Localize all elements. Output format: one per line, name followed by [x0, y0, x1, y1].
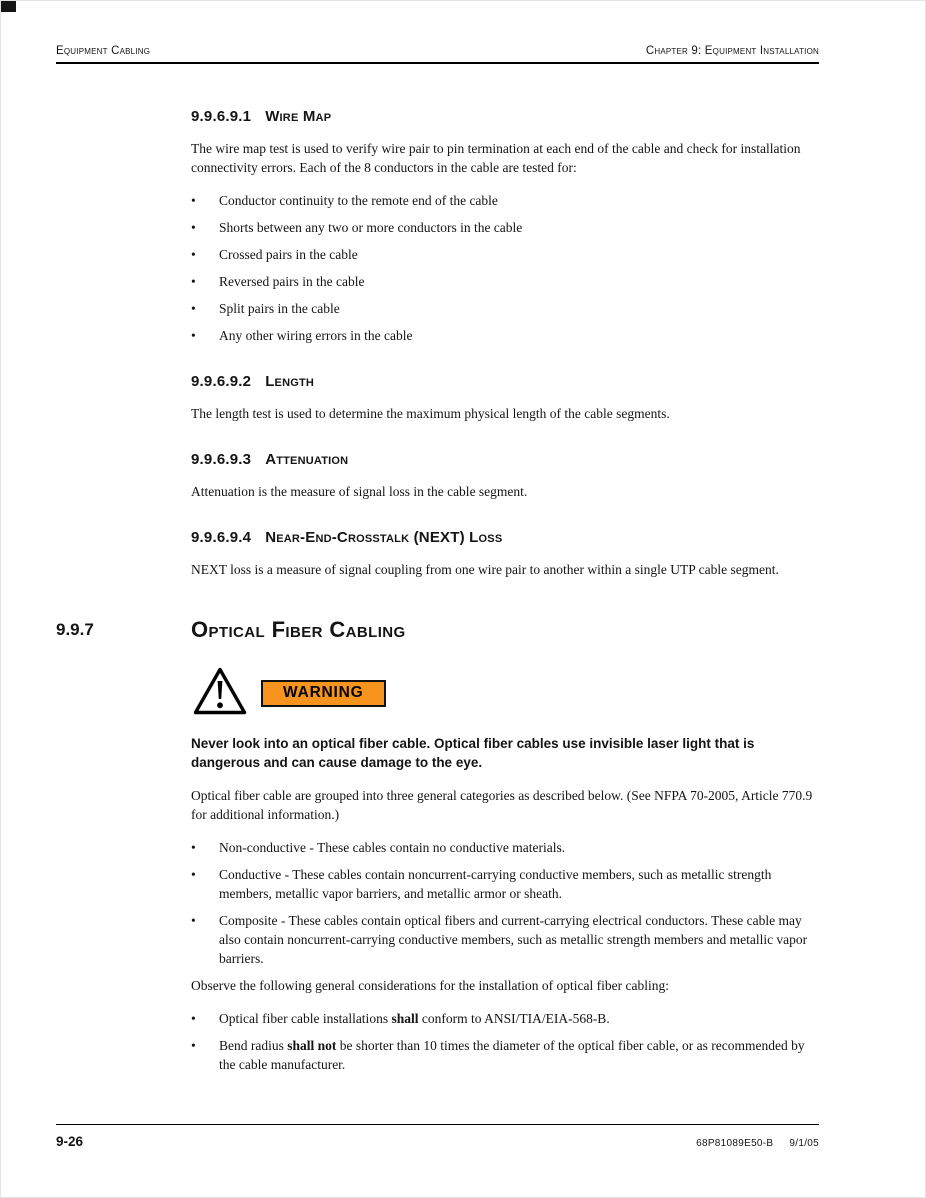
list-item [191, 1009, 821, 1028]
heading-length [191, 373, 821, 390]
bullet-text: • Split pairs in the cable [219, 301, 340, 316]
list-item [191, 911, 821, 968]
heading-wire-map [191, 108, 821, 125]
heading-number: 9.9.6.9.4 [191, 529, 252, 546]
heading-attenuation [191, 451, 821, 468]
heading-title: Near-End-Crosstalk (NEXT) Loss [265, 529, 503, 546]
warning-block [193, 667, 821, 720]
bullet-text: • Composite - These cables contain optical fibers and current-carrying electrical conductors. These cable may also contain noncurrent-carrying conductive members, such as metallic strength members and metallic vapor barriers. [219, 913, 808, 966]
heading-number: 9.9.6.9.2 [191, 373, 252, 390]
heading-title: Length [265, 373, 315, 390]
bullet-text: • Reversed pairs in the cable [219, 274, 365, 289]
paragraph-optical-intro: Optical fiber cable are grouped into three general categories as described below. (See NFPA 70-2005, Article 770.9 for additional information.) [191, 788, 813, 822]
list-item [191, 299, 821, 318]
heading-optical-fiber-cabling [56, 617, 821, 643]
heading-next-loss [191, 529, 821, 546]
list-item [191, 272, 821, 291]
bullet-text: • Optical fiber cable installations shall conform to ANSI/TIA/EIA-568-B. [219, 1011, 610, 1026]
list-item [191, 245, 821, 264]
page-footer [56, 1124, 819, 1149]
bullet-text: • Any other wiring errors in the cable [219, 328, 413, 343]
list-item [191, 838, 821, 857]
list-item [191, 326, 821, 345]
bullet-text: • Crossed pairs in the cable [219, 247, 358, 262]
paragraph-observe-intro: Observe the following general considerations for the installation of optical fiber cabling: [191, 978, 669, 993]
heading-number: 9.9.6.9.3 [191, 451, 252, 468]
optical-category-list [191, 838, 821, 968]
list-item [191, 1036, 821, 1074]
doc-number: 68P81089E50-B [696, 1138, 774, 1149]
document-reference [696, 1138, 819, 1149]
bullet-text: • Conductive - These cables contain noncurrent-carrying conductive members, such as metallic strength members, metallic vapor barriers, and metallic armor or sheath. [219, 867, 772, 901]
paragraph-attenuation: Attenuation is the measure of signal loss in the cable segment. [191, 484, 528, 499]
heading-title: Attenuation [265, 451, 349, 468]
bullet-text: • Bend radius shall not be shorter than 10 times the diameter of the optical fiber cable, or as recommended by the cable manufacturer. [219, 1038, 805, 1072]
bullet-text: • Non-conductive - These cables contain no conductive materials. [219, 840, 566, 855]
page-number: 9-26 [56, 1134, 84, 1149]
warning-text: Never look into an optical fiber cable. Optical fiber cables use invisible laser light that is dangerous and can cause damage to the eye. [191, 736, 755, 770]
bullet-text: • Conductor continuity to the remote end of the cable [219, 193, 498, 208]
paragraph-length: The length test is used to determine the maximum physical length of the cable segments. [191, 406, 670, 421]
page-header [56, 45, 819, 64]
list-item [191, 865, 821, 903]
wire-map-bullet-list [191, 191, 821, 345]
scan-artifact-corner [1, 1, 16, 12]
section-number: 9.9.7 [56, 620, 94, 639]
heading-title: Wire Map [265, 108, 332, 125]
list-item [191, 191, 821, 210]
doc-date: 9/1/05 [789, 1138, 819, 1149]
header-left-title: Equipment Cabling [56, 45, 151, 57]
heading-number: 9.9.6.9.1 [191, 108, 252, 125]
header-right-title: Chapter 9: Equipment Installation [645, 45, 819, 57]
bullet-text: • Shorts between any two or more conductors in the cable [219, 220, 523, 235]
paragraph-wire-map-intro: The wire map test is used to verify wire pair to pin termination at each end of the cable and check for installation connectivity errors. Each of the 8 conductors in the cable are tested for: [191, 141, 801, 175]
paragraph-next-loss: NEXT loss is a measure of signal coupling from one wire pair to another within a single UTP cable segment. [191, 562, 779, 577]
optical-considerations-list [191, 1009, 821, 1074]
page-content [56, 67, 821, 1082]
warning-badge: WARNING [261, 680, 386, 707]
warning-triangle-icon [193, 667, 247, 720]
list-item [191, 218, 821, 237]
section-title: Optical Fiber Cabling [191, 617, 406, 642]
